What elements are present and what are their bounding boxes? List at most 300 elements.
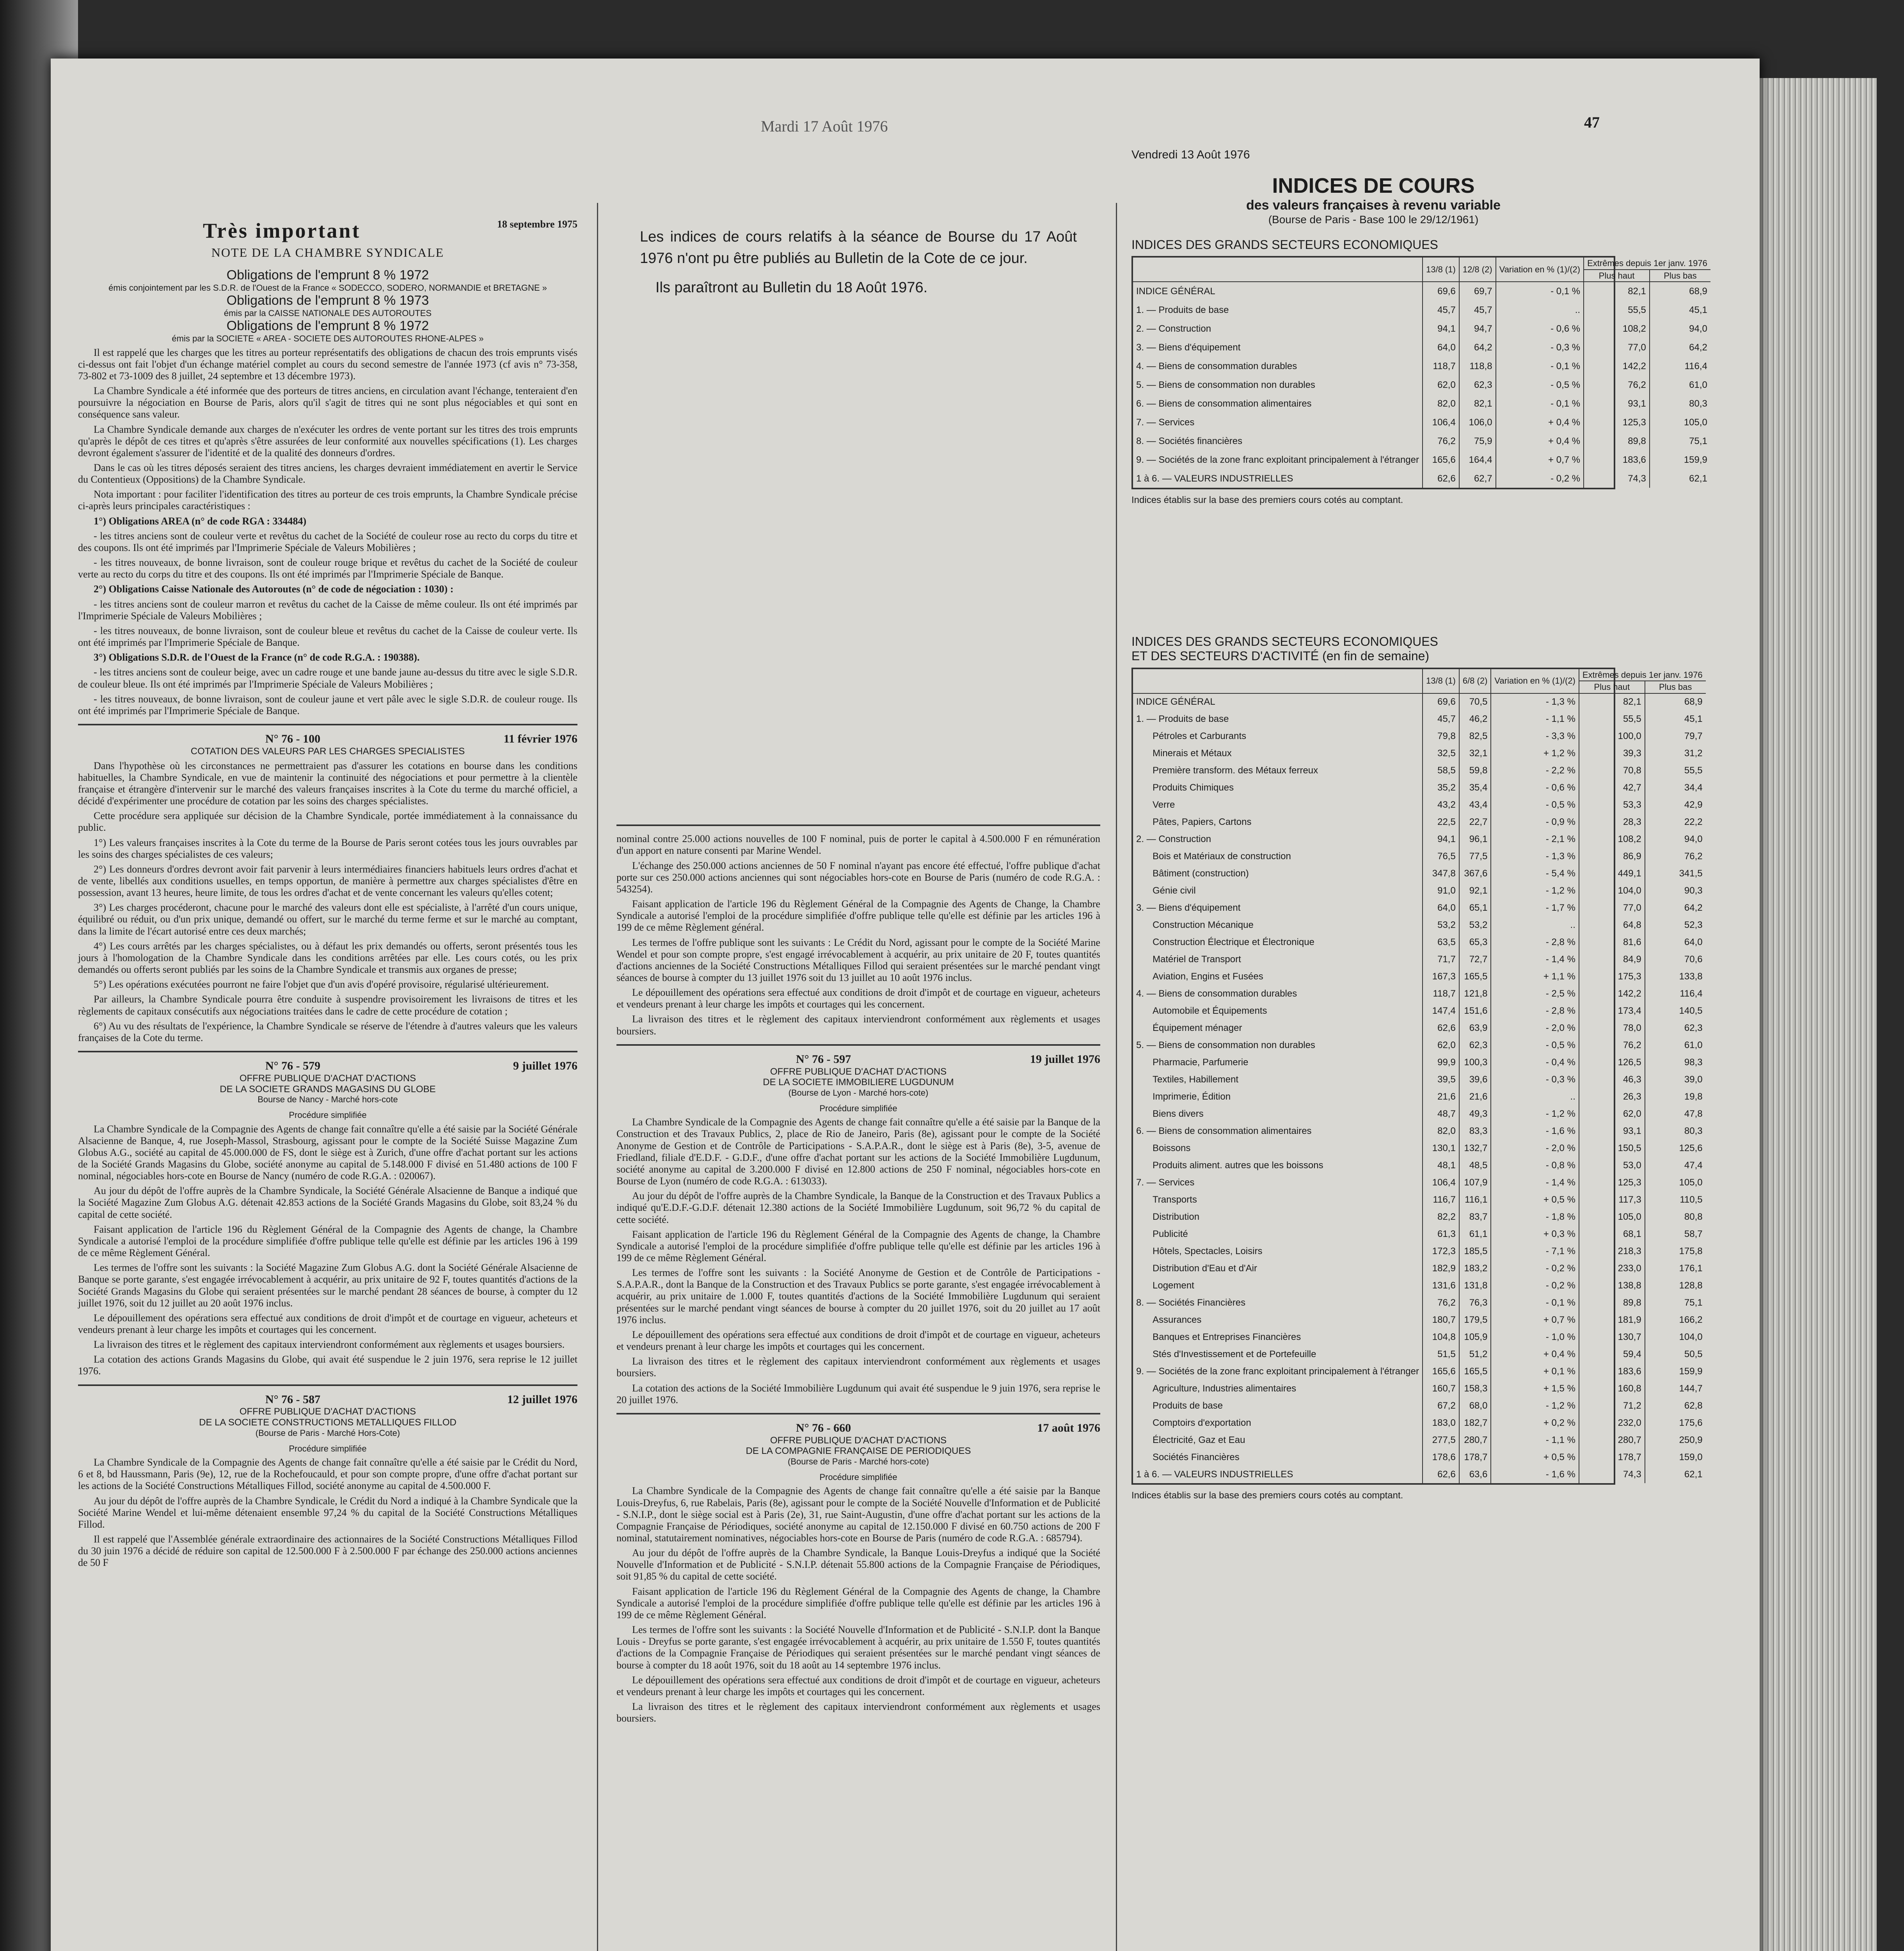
paragraph: Il est rappelé que l'Assemblée générale extraordinaire des actionnaires de la Société Constructions Métalliques Fillod du 30 juin 1976 a décidé de réduire son capital de 12.500.000 F à 2.500.000 F par échange des 250.000 actions anciennes de 50 F <box>78 1533 577 1569</box>
cell-value: + 0,4 % <box>1491 1346 1579 1363</box>
cell-value: 72,7 <box>1459 951 1491 968</box>
table-row <box>1133 1397 1706 1414</box>
cell-value: 83,7 <box>1459 1208 1491 1226</box>
cell-value: 99,9 <box>1423 1054 1459 1071</box>
cell-value: 118,7 <box>1423 985 1459 1002</box>
cell-value: 82,1 <box>1579 693 1645 711</box>
cell-value: 34,4 <box>1645 779 1706 796</box>
cell-value: 92,1 <box>1459 882 1491 899</box>
cell-value: 82,1 <box>1459 394 1496 413</box>
indices-notice-line-2: Ils paraîtront au Bulletin du 18 Août 1976. <box>655 279 928 296</box>
cell-value: 53,2 <box>1459 917 1491 934</box>
column-3 <box>1131 148 1707 1951</box>
cell-value: - 1,6 % <box>1491 1466 1579 1483</box>
row-label: 2. — Construction <box>1136 833 1211 844</box>
cell-value: - 1,7 % <box>1491 899 1579 917</box>
indices-notice-line-1: Les indices de cours relatifs à la séance de Bourse du 17 Août 1976 n'ont pu être publiés au Bulletin de la Cote de ce jour. <box>640 229 1077 267</box>
row-label: 3. — Biens d'équipement <box>1136 902 1241 913</box>
row-label: 6. — Biens de consommation alimentaires <box>1136 398 1312 409</box>
column-rule-1 <box>597 203 598 1951</box>
notice-title-2: DE LA SOCIETE CONSTRUCTIONS METALLIQUES FILLOD <box>199 1417 456 1428</box>
cell-value: 180,7 <box>1423 1311 1459 1329</box>
book-page-edges <box>1760 78 1877 1951</box>
table-row <box>1133 1363 1706 1380</box>
cell-value: 55,5 <box>1584 300 1650 319</box>
cell-value: 46,3 <box>1579 1071 1645 1088</box>
paragraph: Le dépouillement des opérations sera effectué aux conditions de droit d'impôt et de courtage en vigueur, acheteurs et vendeurs prenant à leur charge les impôts et courtages qui les concernent. <box>78 1312 577 1336</box>
cell-value: 69,6 <box>1423 282 1459 300</box>
paragraph: Il est rappelé que les charges que les titres au porteur représentatifs des obligations de chacun des trois emprunts visés ci-dessus ont fait l'objet d'un échange matériel complet au cours du second semestre de l'année 1973 (cf avis n° 73-358, 73-802 et 73-1009 des 8 juillet, 24 septembre et 13 décembre 1973). <box>78 346 577 382</box>
cell-value: - 1,3 % <box>1491 693 1579 711</box>
important-title: Très important <box>203 219 361 242</box>
paragraph: 2°) Obligations Caisse Nationale des Autoroutes (n° de code de négociation : 1030) : <box>94 583 454 595</box>
paragraph: Faisant application de l'article 196 du Règlement Général de la Compagnie des Agents de change, la Chambre Syndicale a autorisé l'emploi de la procédure simplifiée d'offre publique telle qu'elle est définie par les articles 196 à 199 de ce même Règlement Général. <box>616 1228 1100 1263</box>
section-divider <box>616 824 1100 826</box>
cell-value: 110,5 <box>1645 1191 1706 1208</box>
notice-number: N° 76 - 579 <box>265 1059 321 1073</box>
table-row <box>1133 848 1706 865</box>
cell-value: 128,8 <box>1645 1277 1706 1294</box>
cell-value: 65,3 <box>1459 934 1491 951</box>
cell-value: - 0,3 % <box>1496 338 1584 357</box>
cell-value: 21,6 <box>1459 1088 1491 1105</box>
cell-value: 159,9 <box>1650 450 1710 469</box>
cell-value: 108,2 <box>1579 831 1645 848</box>
paragraph: Par ailleurs, la Chambre Syndicale pourra être conduite à suspendre provisoirement les livraisons de titres et les règlements de capitaux consécutifs aux négociations traitées dans le cadre de cette procédure de cotation ; <box>78 993 577 1017</box>
cell-value: 61,0 <box>1650 375 1710 394</box>
cell-value: 67,2 <box>1423 1397 1459 1414</box>
row-label: 4. — Biens de consommation durables <box>1136 361 1297 371</box>
row-label: Transports <box>1153 1194 1197 1205</box>
cell-value: 79,8 <box>1423 728 1459 745</box>
cell-value: 39,6 <box>1459 1071 1491 1088</box>
cell-value: 144,7 <box>1645 1380 1706 1397</box>
cell-value: + 0,2 % <box>1491 1414 1579 1432</box>
cell-value: 183,6 <box>1579 1363 1645 1380</box>
row-label: Boissons <box>1153 1143 1191 1153</box>
paragraph: La Chambre Syndicale de la Compagnie des Agents de change fait connaître qu'elle a été saisie par le Crédit du Nord, 6 et 8, bd Haussmann, Paris (9e), 12, rue de la Rochefoucauld, et pour son compte propre, d'une offre d'achat portant sur les actions de la Société Constructions Métalliques Fillod, société anonyme au capital de 4.500.000 F. <box>78 1457 577 1492</box>
cell-value: 62,0 <box>1423 1037 1459 1054</box>
notice-date: 17 août 1976 <box>1037 1421 1100 1434</box>
cell-value: - 1,4 % <box>1491 951 1579 968</box>
cell-value: 130,7 <box>1579 1329 1645 1346</box>
notice-header <box>616 1053 1100 1066</box>
row-label: Hôtels, Spectacles, Loisirs <box>1153 1246 1263 1256</box>
cell-value: 61,3 <box>1423 1226 1459 1243</box>
table-row <box>1133 1140 1706 1157</box>
paragraph: Les termes de l'offre publique sont les suivants : Le Crédit du Nord, agissant pour le compte de la Société Marine Wendel et pour son compte propre, s'est engagé irrévocablement à acquérir, au prix unitaire de 20 F, toutes quantités d'actions anciennes de la Société Constructions Métalliques Fillod qui seraient présentées sur le marché pendant vingt séances de bourse à compter du 13 juillet 1976 soit du 13 juillet au 10 août 1976 inclus. <box>616 936 1100 983</box>
cell-value: 63,5 <box>1423 934 1459 951</box>
cell-value: 62,1 <box>1645 1466 1706 1483</box>
cell-value: 104,8 <box>1423 1329 1459 1346</box>
cell-value: 83,3 <box>1459 1123 1491 1140</box>
row-label: Minerais et Métaux <box>1153 748 1232 759</box>
notice-title-1: OFFRE PUBLIQUE D'ACHAT D'ACTIONS <box>239 1406 416 1417</box>
cell-value: 76,3 <box>1459 1294 1491 1311</box>
cell-value: 82,2 <box>1423 1208 1459 1226</box>
cell-value: 176,1 <box>1645 1260 1706 1277</box>
cell-value: 105,0 <box>1579 1208 1645 1226</box>
row-label: Bâtiment (construction) <box>1153 868 1249 879</box>
paragraph: La cotation des actions Grands Magasins du Globe, qui avait été suspendue le 2 juin 1976, sera reprise le 12 juillet 1976. <box>78 1354 577 1377</box>
cell-value: 52,3 <box>1645 917 1706 934</box>
cell-value: 147,4 <box>1423 1002 1459 1020</box>
cell-value: 116,4 <box>1650 357 1710 375</box>
paragraph: La livraison des titres et le règlement des capitaux interviendront conformément aux règlements et usages boursiers. <box>616 1356 1100 1379</box>
table-row <box>1133 1449 1706 1466</box>
notice-title-2: DE LA SOCIETE GRANDS MAGASINS DU GLOBE <box>220 1084 436 1095</box>
cell-value: 81,6 <box>1579 934 1645 951</box>
cell-value: 166,2 <box>1645 1311 1706 1329</box>
paragraph: Faisant application de l'article 196 du Règlement Général de la Compagnie des Agents de change, la Chambre Syndicale a autorisé l'emploi de la procédure simplifiée d'offre publique telle qu'elle est définie par les articles 196 à 199 de ce même Règlement Général. <box>616 1585 1100 1621</box>
cell-value: 80,3 <box>1645 1123 1706 1140</box>
cell-value: + 0,5 % <box>1491 1449 1579 1466</box>
cell-value: 64,2 <box>1650 338 1710 357</box>
row-label: Aviation, Engins et Fusées <box>1153 971 1263 982</box>
cell-value: - 1,2 % <box>1491 1105 1579 1123</box>
notice-title: COTATION DES VALEURS PAR LES CHARGES SPECIALISTES <box>190 746 465 757</box>
row-label: Textiles, Habillement <box>1153 1074 1239 1085</box>
table-row <box>1133 1311 1706 1329</box>
cell-value: 165,5 <box>1459 968 1491 985</box>
notice-header <box>78 732 577 746</box>
table-row <box>1133 1277 1706 1294</box>
paragraph: Nota important : pour faciliter l'identification des titres au porteur de ces trois emprunts, la Chambre Syndicale précise ci-après leurs principales caractéristiques : <box>78 489 577 512</box>
cell-value: - 0,3 % <box>1491 1071 1579 1088</box>
cell-value: - 1,8 % <box>1491 1208 1579 1226</box>
paragraph: La Chambre Syndicale a été informée que des porteurs de titres anciens, en circulation avant l'échange, tenteraient d'en poursuivre la négociation en Bourse de Paris, alors qu'il s'agit de titres qui ne sont plus négociables et qui sont en conséquence sans valeur. <box>78 385 577 420</box>
cell-value: 47,8 <box>1645 1105 1706 1123</box>
notice-market: (Bourse de Paris - Marché Hors-Cote) <box>255 1428 400 1438</box>
table1-note: Indices établis sur la base des premiers cours cotés au comptant. <box>1131 495 1403 506</box>
cell-value: 138,8 <box>1579 1277 1645 1294</box>
table2-title-1: INDICES DES GRANDS SECTEURS ECONOMIQUES <box>1131 634 1438 649</box>
cell-value: 80,8 <box>1645 1208 1706 1226</box>
cell-value: 70,5 <box>1459 693 1491 711</box>
row-label: Automobile et Équipements <box>1153 1005 1267 1016</box>
cell-value: 55,5 <box>1645 762 1706 779</box>
table-row <box>1133 1260 1706 1277</box>
cell-value: 43,4 <box>1459 796 1491 814</box>
cell-value: 280,7 <box>1459 1432 1491 1449</box>
paragraph: - les titres nouveaux, de bonne livraison, sont de couleur rouge brique et revêtus du cachet de la Société de couleur verte au recto du corps du titre et des coupons. Ils ont été imprimés par l'Imprimerie Spéciale de Banque. <box>78 557 577 580</box>
table-row <box>1133 450 1710 469</box>
cell-value: 76,2 <box>1584 375 1650 394</box>
paragraph: La livraison des titres et le règlement des capitaux interviendront conformément aux règlements et usages boursiers. <box>616 1701 1100 1724</box>
indices-base: (Bourse de Paris - Base 100 le 29/12/1961) <box>1268 213 1479 226</box>
cell-value: 118,8 <box>1459 357 1496 375</box>
cell-value: - 2,2 % <box>1491 762 1579 779</box>
table-row <box>1133 745 1706 762</box>
cell-value: 43,2 <box>1423 796 1459 814</box>
cell-value: 125,6 <box>1645 1140 1706 1157</box>
notice-76-587 <box>78 1393 577 1569</box>
cell-value: 94,1 <box>1423 831 1459 848</box>
cell-value: 82,5 <box>1459 728 1491 745</box>
cell-value: 107,9 <box>1459 1174 1491 1191</box>
cell-value: - 1,3 % <box>1491 848 1579 865</box>
obligation-3-desc: émis par la SOCIETE « AREA - SOCIETE DES AUTOROUTES RHONE-ALPES » <box>172 334 484 344</box>
cell-value: 179,5 <box>1459 1311 1491 1329</box>
cell-value: - 0,6 % <box>1496 319 1584 338</box>
cell-value: 64,0 <box>1423 338 1459 357</box>
cell-value: 55,5 <box>1579 711 1645 728</box>
cell-value: 53,0 <box>1579 1157 1645 1174</box>
cell-value: 47,4 <box>1645 1157 1706 1174</box>
row-label: 8. — Sociétés Financières <box>1136 1297 1246 1308</box>
paragraph: Faisant application de l'article 196 du Règlement Général de la Compagnie des Agents de Change, la Chambre Syndicale a autorisé l'emploi de la procédure simplifiée d'offre publique telle qu'elle est définie par les articles 196 à 199 de ce même Règlement général. <box>616 898 1100 933</box>
table-row <box>1133 796 1706 814</box>
cell-value: 104,0 <box>1579 882 1645 899</box>
cell-value: 108,2 <box>1584 319 1650 338</box>
notice-header <box>78 1393 577 1407</box>
col-header: Plus haut <box>1584 270 1650 282</box>
cell-value: 175,6 <box>1645 1414 1706 1432</box>
row-label: Pharmacie, Parfumerie <box>1153 1057 1249 1068</box>
cell-value: .. <box>1491 917 1579 934</box>
col-header: Extrêmes depuis 1er janv. 1976 <box>1579 669 1706 681</box>
table-row <box>1133 1157 1706 1174</box>
table-row <box>1133 1054 1706 1071</box>
table-row <box>1133 728 1706 745</box>
cell-value: 250,9 <box>1645 1432 1706 1449</box>
paragraph: L'échange des 250.000 actions anciennes de 50 F nominal n'ayant pas encore été effectué, l'offre publique d'achat porte sur ces 250.000 actions anciennes qui sont négociables hors-cote en Bourse de Paris (numéro de code R.G.A. : 543254). <box>616 860 1100 895</box>
table-row <box>1133 934 1706 951</box>
row-label: 1 à 6. — VALEURS INDUSTRIELLES <box>1136 1469 1293 1480</box>
cell-value: 165,5 <box>1459 1363 1491 1380</box>
cell-value: + 0,1 % <box>1491 1363 1579 1380</box>
table-weekly-indices <box>1131 668 1703 1485</box>
cell-value: 58,5 <box>1423 762 1459 779</box>
table-row <box>1133 469 1710 488</box>
paragraph: 4°) Les cours arrêtés par les charges spécialistes, ou à défaut les prix demandés ou offerts, seront présentés tous les jours à l'homologation de la Chambre Syndicale dans les conditions arrêtées par elle. Les cours cotés, ou les prix demandés ou offerts seront publiés par les soins de la Chambre Syndicale et transmis aux organes de presse; <box>78 940 577 976</box>
cell-value: - 2,8 % <box>1491 1002 1579 1020</box>
blank-space <box>616 299 1100 817</box>
cell-value: 93,1 <box>1579 1123 1645 1140</box>
section-divider <box>616 1044 1100 1046</box>
cell-value: .. <box>1491 1088 1579 1105</box>
table-row <box>1133 1243 1706 1260</box>
important-header <box>78 219 577 243</box>
paragraph: - les titres anciens sont de couleur beige, avec un cadre rouge et une bande jaune au-dessus du titre avec le sigle S.D.R. de couleur bleue. Ils ont été imprimés par l'Imprimerie Spéciale de Valeurs Mobilières ; <box>78 666 577 690</box>
table-row <box>1133 762 1706 779</box>
cell-value: 175,8 <box>1645 1243 1706 1260</box>
cell-value: 45,7 <box>1459 300 1496 319</box>
cell-value: 53,2 <box>1423 917 1459 934</box>
cell-value: 125,3 <box>1579 1174 1645 1191</box>
paragraph: 2°) Les donneurs d'ordres devront avoir fait parvenir à leurs intermédiaires financiers habituels leurs ordres d'achat et de vente, libellés aux conditions usuelles, en temps opportun, de manière à permettre aux charges spécialistes d'être en possession, avant 13 heures, heure limite, de tous les ordres d'achat et de vente concernant les valeurs qu'elles cotent; <box>78 863 577 899</box>
cell-value: - 0,5 % <box>1491 796 1579 814</box>
paragraph: - les titres anciens sont de couleur verte et revêtus du cachet de la Société de couleur rose au recto du corps du titre et des coupons. Ils ont été imprimés par l'Imprimerie Spéciale de Valeurs Mobilières ; <box>78 530 577 553</box>
paragraph: 3°) Obligations S.D.R. de l'Ouest de la France (n° de code R.G.A. : 190388). <box>94 652 420 663</box>
cell-value: - 2,1 % <box>1491 831 1579 848</box>
notice-title-1: OFFRE PUBLIQUE D'ACHAT D'ACTIONS <box>770 1435 947 1446</box>
indices-title: INDICES DE COURS <box>1272 174 1475 197</box>
cell-value: 277,5 <box>1423 1432 1459 1449</box>
header-blank <box>1133 669 1423 693</box>
row-label: Produits de base <box>1153 1400 1223 1411</box>
cell-value: 80,3 <box>1650 394 1710 413</box>
notice-title-2: DE LA SOCIETE IMMOBILIERE LUGDUNUM <box>763 1077 954 1088</box>
row-label: Première transform. des Métaux ferreux <box>1153 765 1318 776</box>
paragraph: La Chambre Syndicale de la Compagnie des Agents de change fait connaître qu'elle a été saisie par la Société Générale Alsacienne de Banque, 4, rue Joseph-Massol, Strasbourg, agissant pour le compte de la Société Suisse Magazine Zum Globus A.G., société au capital de 45.000.000 de FS, dont le siège est à Zurich, d'une offre d'achat portant sur les actions de la Société Grands Magasins du Globe, société anonyme au capital de 5.148.000 F divisé en 51.480 actions de 100 F nominal, négociables hors-cote en Bourse de Nancy (numéro de code R.G.A. : 020067). <box>78 1123 577 1182</box>
row-label: Matériel de Transport <box>1153 954 1241 965</box>
cell-value: 178,6 <box>1423 1449 1459 1466</box>
cell-value: - 0,1 % <box>1491 1294 1579 1311</box>
table-row <box>1133 394 1710 413</box>
cell-value: 142,2 <box>1584 357 1650 375</box>
table-row <box>1133 1432 1706 1449</box>
table-row <box>1133 882 1706 899</box>
row-label: 4. — Biens de consommation durables <box>1136 988 1297 999</box>
cell-value: 164,4 <box>1459 450 1496 469</box>
cell-value: - 2,0 % <box>1491 1140 1579 1157</box>
table2-note: Indices établis sur la base des premiers cours cotés au comptant. <box>1131 1490 1403 1501</box>
cell-value: 42,9 <box>1645 796 1706 814</box>
paragraph: Le dépouillement des opérations sera effectué aux conditions de droit d'impôt et de courtage en vigueur, acheteurs et vendeurs prenant à leur charge les impôts et courtages qui les concernent. <box>616 1329 1100 1352</box>
cell-value: 90,3 <box>1645 882 1706 899</box>
cell-value: - 0,5 % <box>1491 1037 1579 1054</box>
cell-value: 105,0 <box>1645 1174 1706 1191</box>
cell-value: 45,1 <box>1650 300 1710 319</box>
cell-value: 172,3 <box>1423 1243 1459 1260</box>
col-header: 6/8 (2) <box>1459 669 1491 693</box>
obligation-2: Obligations de l'emprunt 8 % 1973 <box>226 293 429 308</box>
cell-value: 151,6 <box>1459 1002 1491 1020</box>
table-row <box>1133 831 1706 848</box>
cell-value: 45,7 <box>1423 300 1459 319</box>
cell-value: 71,2 <box>1579 1397 1645 1414</box>
cell-value: - 0,2 % <box>1491 1277 1579 1294</box>
notice-number: N° 76 - 597 <box>796 1052 851 1066</box>
cell-value: 94,0 <box>1645 831 1706 848</box>
cell-value: 19,8 <box>1645 1088 1706 1105</box>
cell-value: 106,4 <box>1423 1174 1459 1191</box>
row-label: INDICE GÉNÉRAL <box>1136 697 1215 707</box>
row-label: Agriculture, Industries alimentaires <box>1153 1383 1297 1394</box>
cell-value: + 1,2 % <box>1491 745 1579 762</box>
row-label: 6. — Biens de consommation alimentaires <box>1136 1125 1312 1136</box>
notice-76-587-continued <box>616 833 1100 1037</box>
paragraph: Les termes de l'offre sont les suivants : la Société Magazine Zum Globus A.G. dont la Société Générale Alsacienne de Banque se porte garante, s'est engagée irrévocablement à acquérir, au prix unitaire de 92 F, toutes quantités d'actions de la Société Grands Magasins du Globe qui seraient présentées sur le marché pendant 28 séances de bourse, à compter du 12 juillet 1976, soit du 12 juillet au 20 août 1976 inclus. <box>78 1262 577 1309</box>
obligation-2-desc: émis par la CAISSE NATIONALE DES AUTOROUTES <box>224 308 432 318</box>
column-2 <box>616 148 1100 1951</box>
row-label: 7. — Services <box>1136 1177 1195 1188</box>
cell-value: 96,1 <box>1459 831 1491 848</box>
cell-value: 116,7 <box>1423 1191 1459 1208</box>
row-label: Produits Chimiques <box>1153 782 1234 793</box>
cell-value: 165,6 <box>1423 450 1459 469</box>
cell-value: 22,7 <box>1459 814 1491 831</box>
cell-value: 94,0 <box>1650 319 1710 338</box>
cell-value: 48,1 <box>1423 1157 1459 1174</box>
cell-value: - 0,2 % <box>1491 1260 1579 1277</box>
row-label: 8. — Sociétés financières <box>1136 435 1243 446</box>
cell-value: 233,0 <box>1579 1260 1645 1277</box>
cell-value: 74,3 <box>1584 469 1650 488</box>
notice-76-660 <box>616 1421 1100 1724</box>
cell-value: 159,0 <box>1645 1449 1706 1466</box>
cell-value: 185,5 <box>1459 1243 1491 1260</box>
table-row <box>1133 413 1710 432</box>
cell-value: 94,1 <box>1423 319 1459 338</box>
cell-value: 68,9 <box>1650 282 1710 300</box>
cell-value: 45,7 <box>1423 711 1459 728</box>
row-label: Construction Mécanique <box>1153 919 1254 930</box>
cell-value: 59,4 <box>1579 1346 1645 1363</box>
row-label: Produits aliment. autres que les boissons <box>1153 1160 1323 1171</box>
cell-value: 76,2 <box>1579 1037 1645 1054</box>
cell-value: 89,8 <box>1584 432 1650 450</box>
row-label: 9. — Sociétés de la zone franc exploitant principalement à l'étranger <box>1136 1366 1419 1377</box>
row-label: Sociétés Financières <box>1153 1452 1240 1462</box>
cell-value: 77,0 <box>1579 899 1645 917</box>
col-header: Plus bas <box>1650 270 1710 282</box>
row-label: Bois et Matériaux de construction <box>1153 851 1291 862</box>
cell-value: 181,9 <box>1579 1311 1645 1329</box>
section-divider <box>78 1051 577 1052</box>
col-header: Extrêmes depuis 1er janv. 1976 <box>1584 258 1710 270</box>
cell-value: 70,6 <box>1645 951 1706 968</box>
col-header: Plus haut <box>1579 681 1645 693</box>
blank-space <box>1131 506 1615 623</box>
cell-value: 42,7 <box>1579 779 1645 796</box>
running-header-date: Mardi 17 Août 1976 <box>761 117 888 135</box>
cell-value: - 0,2 % <box>1496 469 1584 488</box>
cell-value: + 0,7 % <box>1491 1311 1579 1329</box>
table-row <box>1133 375 1710 394</box>
column-1 <box>78 148 577 1951</box>
notice-header <box>616 1421 1100 1435</box>
paragraph: Au jour du dépôt de l'offre auprès de la Chambre Syndicale, la Société Générale Alsacienne de Banque a indiqué que la Société Magazine Zum Globus A.G. détenait 42.853 actions de la Société Grands Magasins du Globe, soit 83,24 % du capital de cette société. <box>78 1185 577 1220</box>
paragraph: Dans le cas où les titres déposés seraient des titres anciens, les charges devraient immédiatement en avertir le Service du Contentieux (Oppositions) de la Chambre Syndicale. <box>78 462 577 485</box>
cell-value: 62,3 <box>1645 1020 1706 1037</box>
table-row <box>1133 1088 1706 1105</box>
cell-value: 449,1 <box>1579 865 1645 882</box>
row-label: Stés d'Investissement et de Portefeuille <box>1153 1349 1316 1359</box>
cell-value: 173,4 <box>1579 1002 1645 1020</box>
indices-date: Vendredi 13 Août 1976 <box>1131 148 1250 161</box>
table2-title-2: ET DES SECTEURS D'ACTIVITÉ (en fin de semaine) <box>1131 649 1430 663</box>
paragraph: La Chambre Syndicale de la Compagnie des Agents de change fait connaître qu'elle a été saisie par la Banque de la Construction et des Travaux Publics, 2, place de Rio de Janeiro, Paris (8e), agissant pour le compte de la Société Anonyme de Gestion et de Contrôle de Participations - S.A.P.A.R., dont le siège est à Paris (8e), 3-5, avenue de Friedland, filiale d'E.D.F. - G.D.F., d'une offre d'achat portant sur les actions de la Société Immobilière Lugdunum, société anonyme au capital de 3.200.000 F divisé en 12.800 actions de 250 F nominal, négociables hors-cote en Bourse de Lyon (numéro de code R.G.A. : 613033). <box>616 1116 1100 1187</box>
table-row <box>1133 1020 1706 1037</box>
cell-value: 64,2 <box>1645 899 1706 917</box>
cell-value: - 0,1 % <box>1496 282 1584 300</box>
notice-header <box>78 1059 577 1073</box>
cell-value: 76,2 <box>1423 432 1459 450</box>
cell-value: 26,3 <box>1579 1088 1645 1105</box>
col-header: 13/8 (1) <box>1423 258 1459 282</box>
table-row <box>1133 814 1706 831</box>
table-row <box>1133 1002 1706 1020</box>
cell-value: 70,8 <box>1579 762 1645 779</box>
row-label: 1 à 6. — VALEURS INDUSTRIELLES <box>1136 473 1293 484</box>
cell-value: 62,3 <box>1459 375 1496 394</box>
cell-value: 75,1 <box>1650 432 1710 450</box>
cell-value: 165,6 <box>1423 1363 1459 1380</box>
col-header: 13/8 (1) <box>1423 669 1459 693</box>
paragraph: - les titres nouveaux, de bonne livraison, sont de couleur jaune et vert pâle avec le sigle S.D.R. de couleur rouge. Ils ont été imprimés par l'Imprimerie Spéciale de Banque. <box>78 693 577 716</box>
paragraph: Au jour du dépôt de l'offre auprès de la Chambre Syndicale, la Banque de la Construction et des Travaux Publics a indiqué qu'E.D.F.-G.D.F. détenait 12.380 actions de la Société Immobilière Lugdunum, soit 96,72 % du capital de cette société. <box>616 1190 1100 1225</box>
table-row <box>1133 432 1710 450</box>
cell-value: 51,2 <box>1459 1346 1491 1363</box>
table-row <box>1133 951 1706 968</box>
paragraph: Au jour du dépôt de l'offre auprès de la Chambre Syndicale, la Banque Louis-Dreyfus a indiqué que la Société Nouvelle d'Information et de Publicité - S.N.I.P. détenait 55.800 actions de la Compagnie Française de Périodiques, soit 91,85 % du capital de cette société. <box>616 1547 1100 1582</box>
table-row <box>1133 1105 1706 1123</box>
cell-value: - 1,6 % <box>1491 1123 1579 1140</box>
obligations-list <box>78 268 577 344</box>
table-daily-indices <box>1131 256 1707 489</box>
